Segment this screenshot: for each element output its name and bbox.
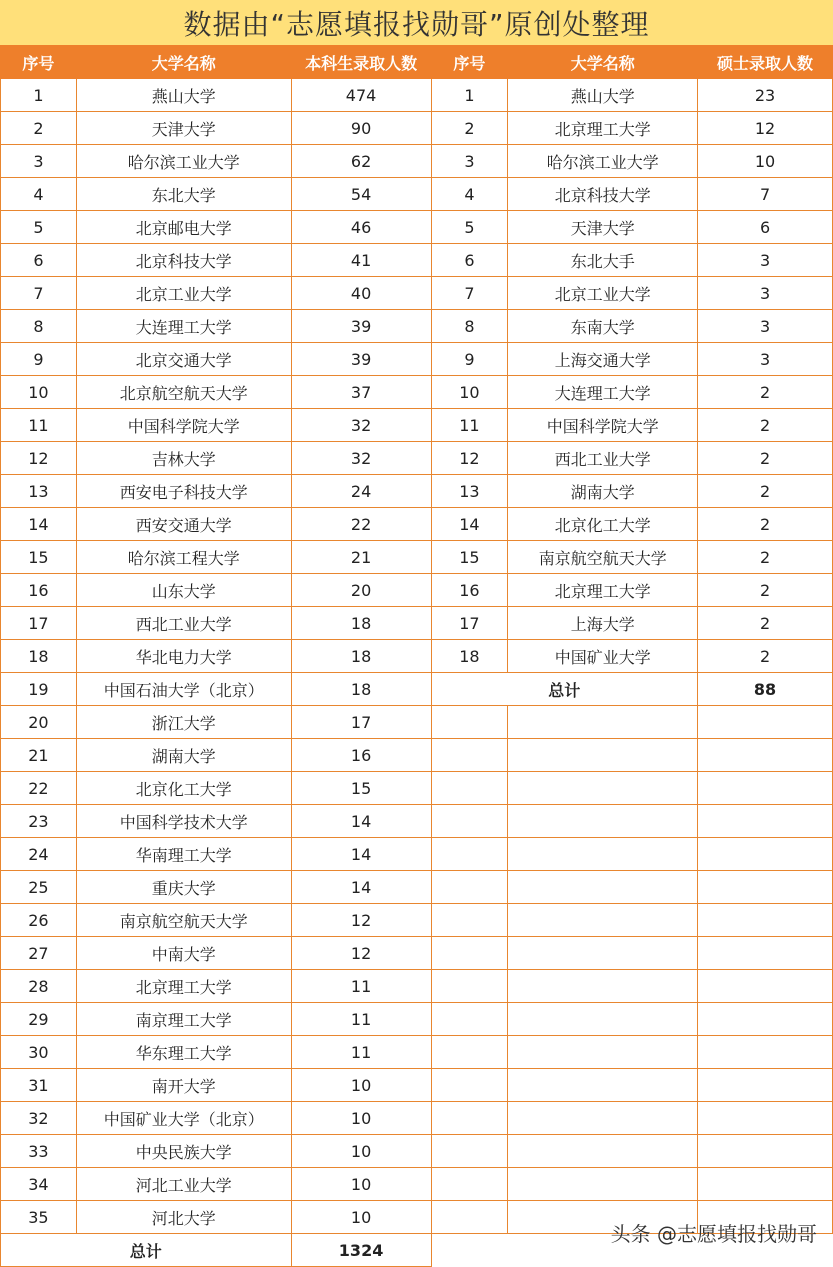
left-index-cell: 35	[1, 1201, 77, 1234]
left-count-cell: 24	[291, 475, 431, 508]
empty-cell	[431, 772, 508, 805]
table-row	[1, 772, 833, 805]
table-row	[1, 904, 833, 937]
left-index-cell: 9	[1, 343, 77, 376]
right-index-cell: 9	[431, 343, 508, 376]
left-count-cell: 11	[291, 970, 431, 1003]
right-count-cell: 2	[698, 475, 833, 508]
empty-cell	[698, 970, 833, 1003]
left-university-cell: 天津大学	[76, 112, 291, 145]
left-count-cell: 32	[291, 409, 431, 442]
left-count-cell: 40	[291, 277, 431, 310]
left-university-cell: 南开大学	[76, 1069, 291, 1102]
empty-cell	[431, 706, 508, 739]
right-index-cell: 15	[431, 541, 508, 574]
right-index-cell: 10	[431, 376, 508, 409]
right-count-cell: 6	[698, 211, 833, 244]
left-university-cell: 山东大学	[76, 574, 291, 607]
empty-cell	[431, 1102, 508, 1135]
empty-cell	[698, 1003, 833, 1036]
right-count-cell: 3	[698, 277, 833, 310]
right-count-cell: 3	[698, 310, 833, 343]
left-index-cell: 1	[1, 79, 77, 112]
table-row	[1, 970, 833, 1003]
empty-cell	[431, 871, 508, 904]
left-university-cell: 西安电子科技大学	[76, 475, 291, 508]
right-university-cell: 北京科技大学	[508, 178, 698, 211]
empty-cell	[508, 970, 698, 1003]
empty-cell	[508, 1168, 698, 1201]
left-university-cell: 华南理工大学	[76, 838, 291, 871]
left-index-cell: 16	[1, 574, 77, 607]
left-university-cell: 西安交通大学	[76, 508, 291, 541]
empty-cell	[698, 739, 833, 772]
empty-cell	[508, 1003, 698, 1036]
table-row	[1, 640, 833, 673]
right-university-cell: 北京理工大学	[508, 574, 698, 607]
right-total-label: 总计	[431, 673, 698, 706]
left-university-cell: 哈尔滨工程大学	[76, 541, 291, 574]
left-index-cell: 34	[1, 1168, 77, 1201]
right-count-cell: 2	[698, 508, 833, 541]
page-title: 数据由“志愿填报找勋哥”原创处整理	[0, 0, 833, 45]
right-university-cell: 上海交通大学	[508, 343, 698, 376]
left-count-cell: 11	[291, 1036, 431, 1069]
empty-cell	[698, 1168, 833, 1201]
left-count-cell: 54	[291, 178, 431, 211]
right-count-cell: 2	[698, 376, 833, 409]
empty-cell	[698, 871, 833, 904]
empty-cell	[431, 1201, 508, 1234]
left-count-cell: 14	[291, 838, 431, 871]
empty-cell	[698, 772, 833, 805]
left-university-cell: 北京航空航天大学	[76, 376, 291, 409]
left-index-cell: 10	[1, 376, 77, 409]
left-index-cell: 29	[1, 1003, 77, 1036]
right-university-cell: 上海大学	[508, 607, 698, 640]
empty-cell	[698, 805, 833, 838]
left-count-cell: 10	[291, 1069, 431, 1102]
left-total-value: 1324	[291, 1234, 431, 1267]
table-row	[1, 1003, 833, 1036]
table-row	[1, 1168, 833, 1201]
left-university-cell: 哈尔滨工业大学	[76, 145, 291, 178]
left-count-cell: 17	[291, 706, 431, 739]
left-index-cell: 32	[1, 1102, 77, 1135]
header-right-master-count: 硕士录取人数	[698, 46, 833, 79]
left-university-cell: 中国石油大学（北京）	[76, 673, 291, 706]
right-count-cell: 2	[698, 409, 833, 442]
right-index-cell: 11	[431, 409, 508, 442]
table-row	[1, 1135, 833, 1168]
left-count-cell: 22	[291, 508, 431, 541]
table-row	[1, 343, 833, 376]
right-count-cell: 7	[698, 178, 833, 211]
right-index-cell: 13	[431, 475, 508, 508]
left-index-cell: 11	[1, 409, 77, 442]
left-university-cell: 东北大学	[76, 178, 291, 211]
empty-cell	[508, 1036, 698, 1069]
empty-cell	[698, 904, 833, 937]
empty-cell	[431, 970, 508, 1003]
left-university-cell: 中央民族大学	[76, 1135, 291, 1168]
table-row	[1, 79, 833, 112]
table-row	[1, 574, 833, 607]
table-row	[1, 310, 833, 343]
table-row	[1, 442, 833, 475]
left-university-cell: 北京交通大学	[76, 343, 291, 376]
left-index-cell: 31	[1, 1069, 77, 1102]
empty-cell	[431, 904, 508, 937]
right-university-cell: 北京工业大学	[508, 277, 698, 310]
right-index-cell: 1	[431, 79, 508, 112]
left-university-cell: 河北大学	[76, 1201, 291, 1234]
left-index-cell: 7	[1, 277, 77, 310]
left-university-cell: 南京航空航天大学	[76, 904, 291, 937]
left-count-cell: 39	[291, 310, 431, 343]
right-count-cell: 2	[698, 574, 833, 607]
left-university-cell: 中南大学	[76, 937, 291, 970]
right-count-cell: 12	[698, 112, 833, 145]
right-index-cell: 16	[431, 574, 508, 607]
watermark: 头条 @志愿填报找勋哥	[610, 1222, 817, 1246]
left-index-cell: 15	[1, 541, 77, 574]
table-row	[1, 1036, 833, 1069]
right-index-cell: 17	[431, 607, 508, 640]
table-row	[1, 871, 833, 904]
left-count-cell: 41	[291, 244, 431, 277]
empty-cell	[698, 838, 833, 871]
left-count-cell: 20	[291, 574, 431, 607]
empty-cell	[508, 1102, 698, 1135]
empty-cell	[508, 805, 698, 838]
left-count-cell: 18	[291, 640, 431, 673]
right-university-cell: 大连理工大学	[508, 376, 698, 409]
empty-cell	[698, 706, 833, 739]
table-row	[1, 607, 833, 640]
right-index-cell: 7	[431, 277, 508, 310]
left-index-cell: 19	[1, 673, 77, 706]
right-count-cell: 2	[698, 607, 833, 640]
right-university-cell: 中国矿业大学	[508, 640, 698, 673]
empty-cell	[431, 1135, 508, 1168]
table-row	[1, 409, 833, 442]
empty-cell	[508, 904, 698, 937]
right-university-cell: 湖南大学	[508, 475, 698, 508]
left-index-cell: 2	[1, 112, 77, 145]
table-row	[1, 838, 833, 871]
table-row	[1, 475, 833, 508]
table-row	[1, 211, 833, 244]
left-count-cell: 12	[291, 904, 431, 937]
right-index-cell: 2	[431, 112, 508, 145]
empty-cell	[698, 1102, 833, 1135]
left-count-cell: 37	[291, 376, 431, 409]
table-row	[1, 673, 833, 706]
left-index-cell: 21	[1, 739, 77, 772]
right-university-cell: 南京航空航天大学	[508, 541, 698, 574]
left-count-cell: 15	[291, 772, 431, 805]
left-university-cell: 华东理工大学	[76, 1036, 291, 1069]
left-count-cell: 90	[291, 112, 431, 145]
left-index-cell: 5	[1, 211, 77, 244]
table-row	[1, 277, 833, 310]
left-index-cell: 12	[1, 442, 77, 475]
left-index-cell: 26	[1, 904, 77, 937]
table-row	[1, 112, 833, 145]
header-right-university: 大学名称	[508, 46, 698, 79]
empty-cell	[431, 805, 508, 838]
left-count-cell: 10	[291, 1102, 431, 1135]
left-count-cell: 10	[291, 1201, 431, 1234]
left-index-cell: 24	[1, 838, 77, 871]
left-index-cell: 3	[1, 145, 77, 178]
left-count-cell: 14	[291, 805, 431, 838]
empty-cell	[508, 739, 698, 772]
left-count-cell: 46	[291, 211, 431, 244]
left-university-cell: 中国科学技术大学	[76, 805, 291, 838]
table-row	[1, 706, 833, 739]
left-index-cell: 25	[1, 871, 77, 904]
left-index-cell: 13	[1, 475, 77, 508]
left-university-cell: 北京工业大学	[76, 277, 291, 310]
header-left-university: 大学名称	[76, 46, 291, 79]
header-left-index: 序号	[1, 46, 77, 79]
left-count-cell: 10	[291, 1135, 431, 1168]
right-index-cell: 18	[431, 640, 508, 673]
left-university-cell: 浙江大学	[76, 706, 291, 739]
right-total-value: 88	[698, 673, 833, 706]
right-university-cell: 燕山大学	[508, 79, 698, 112]
table-row	[1, 541, 833, 574]
right-count-cell: 10	[698, 145, 833, 178]
right-count-cell: 3	[698, 244, 833, 277]
header-row	[1, 46, 833, 79]
right-university-cell: 东南大学	[508, 310, 698, 343]
left-count-cell: 21	[291, 541, 431, 574]
left-index-cell: 30	[1, 1036, 77, 1069]
right-university-cell: 天津大学	[508, 211, 698, 244]
empty-cell	[431, 1069, 508, 1102]
left-university-cell: 中国科学院大学	[76, 409, 291, 442]
right-index-cell: 5	[431, 211, 508, 244]
left-count-cell: 11	[291, 1003, 431, 1036]
right-university-cell: 中国科学院大学	[508, 409, 698, 442]
table-row	[1, 145, 833, 178]
left-index-cell: 27	[1, 937, 77, 970]
empty-cell	[698, 1069, 833, 1102]
left-university-cell: 北京科技大学	[76, 244, 291, 277]
empty-cell	[508, 871, 698, 904]
left-index-cell: 28	[1, 970, 77, 1003]
empty-cell	[698, 1135, 833, 1168]
empty-cell	[508, 937, 698, 970]
empty-cell	[508, 1069, 698, 1102]
empty-cell	[431, 937, 508, 970]
left-university-cell: 大连理工大学	[76, 310, 291, 343]
table-row	[1, 1069, 833, 1102]
left-count-cell: 474	[291, 79, 431, 112]
empty-cell	[508, 772, 698, 805]
left-index-cell: 33	[1, 1135, 77, 1168]
left-count-cell: 12	[291, 937, 431, 970]
left-index-cell: 4	[1, 178, 77, 211]
right-university-cell: 东北大手	[508, 244, 698, 277]
empty-cell	[508, 706, 698, 739]
table-row	[1, 739, 833, 772]
left-index-cell: 8	[1, 310, 77, 343]
left-count-cell: 10	[291, 1168, 431, 1201]
left-count-cell: 39	[291, 343, 431, 376]
empty-cell	[698, 937, 833, 970]
right-count-cell: 2	[698, 640, 833, 673]
left-university-cell: 北京化工大学	[76, 772, 291, 805]
left-index-cell: 14	[1, 508, 77, 541]
left-total-label: 总计	[1, 1234, 292, 1267]
right-index-cell: 6	[431, 244, 508, 277]
right-university-cell: 西北工业大学	[508, 442, 698, 475]
empty-cell	[431, 739, 508, 772]
table-row	[1, 508, 833, 541]
empty-cell	[431, 838, 508, 871]
left-count-cell: 62	[291, 145, 431, 178]
admission-table	[0, 45, 833, 1267]
table-row	[1, 937, 833, 970]
left-count-cell: 14	[291, 871, 431, 904]
empty-cell	[431, 1168, 508, 1201]
left-university-cell: 燕山大学	[76, 79, 291, 112]
left-index-cell: 17	[1, 607, 77, 640]
table-row	[1, 178, 833, 211]
empty-cell	[508, 1135, 698, 1168]
table-row	[1, 1102, 833, 1135]
table-row	[1, 805, 833, 838]
empty-cell	[431, 1036, 508, 1069]
table-row	[1, 376, 833, 409]
left-university-cell: 吉林大学	[76, 442, 291, 475]
left-university-cell: 湖南大学	[76, 739, 291, 772]
left-index-cell: 18	[1, 640, 77, 673]
table-row	[1, 244, 833, 277]
right-index-cell: 12	[431, 442, 508, 475]
right-index-cell: 14	[431, 508, 508, 541]
left-university-cell: 北京邮电大学	[76, 211, 291, 244]
empty-cell	[698, 1036, 833, 1069]
left-index-cell: 23	[1, 805, 77, 838]
right-count-cell: 23	[698, 79, 833, 112]
left-index-cell: 22	[1, 772, 77, 805]
right-university-cell: 哈尔滨工业大学	[508, 145, 698, 178]
left-count-cell: 18	[291, 673, 431, 706]
right-count-cell: 2	[698, 442, 833, 475]
left-university-cell: 南京理工大学	[76, 1003, 291, 1036]
empty-cell	[508, 838, 698, 871]
left-university-cell: 华北电力大学	[76, 640, 291, 673]
left-university-cell: 重庆大学	[76, 871, 291, 904]
left-count-cell: 16	[291, 739, 431, 772]
left-count-cell: 18	[291, 607, 431, 640]
right-university-cell: 北京化工大学	[508, 508, 698, 541]
empty-cell	[431, 1003, 508, 1036]
right-count-cell: 3	[698, 343, 833, 376]
left-university-cell: 北京理工大学	[76, 970, 291, 1003]
header-left-undergrad-count: 本科生录取人数	[291, 46, 431, 79]
header-right-index: 序号	[431, 46, 508, 79]
left-count-cell: 32	[291, 442, 431, 475]
left-university-cell: 西北工业大学	[76, 607, 291, 640]
right-count-cell: 2	[698, 541, 833, 574]
right-university-cell: 北京理工大学	[508, 112, 698, 145]
right-index-cell: 8	[431, 310, 508, 343]
right-index-cell: 4	[431, 178, 508, 211]
left-index-cell: 20	[1, 706, 77, 739]
left-university-cell: 河北工业大学	[76, 1168, 291, 1201]
left-university-cell: 中国矿业大学（北京）	[76, 1102, 291, 1135]
left-index-cell: 6	[1, 244, 77, 277]
right-index-cell: 3	[431, 145, 508, 178]
